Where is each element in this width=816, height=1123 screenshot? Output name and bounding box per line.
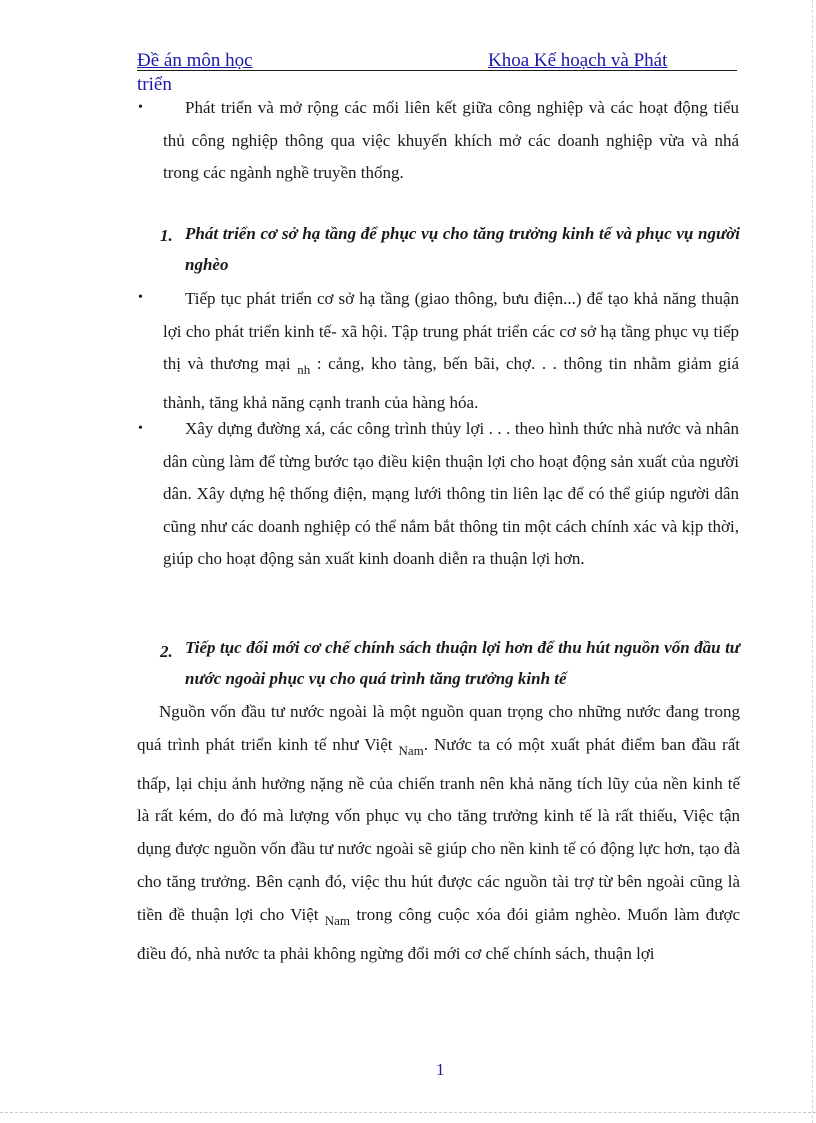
page-edge-bottom [0, 1112, 816, 1113]
section-1-number: 1. [160, 226, 173, 245]
bullet-3-text: Xây dựng đường xá, các công trình thủy lợi . . . theo hình thức nhà nước và nhân dân cùng làm để từng bước tạo điều kiện thuận lợi cho hoạt động sản xuất của người dân. Xây dựng hệ thống điện, mạng lưới thông tin liên lạc để có thể giúp người dân cũng như các doanh nghiệp có thể nắm bắt thông tin một cách chính xác và kịp thời, giúp cho hoạt động sản xuất kinh doanh diễn ra thuận lợi hơn. [163, 419, 739, 568]
section-1-title: Phát triển cơ sở hạ tầng để phục vụ cho tăng trưởng kinh tế và phục vụ người nghèo [185, 224, 740, 274]
header-rule [137, 70, 737, 71]
body-text-1: Nguồn vốn đầu tư nước ngoài là một nguồn quan trọng cho những nước đang trong quá trình phát triển kinh tế như Việt [137, 702, 740, 754]
body-paragraph [137, 696, 740, 970]
body-text-3: trong công cuộc xóa đói giảm nghèo. Muốn làm được điều đó, nhà nước ta phải không ngừng đổi mới cơ chế chính sách, thuận lợi [137, 904, 741, 963]
bullet-2-subscript: nh [297, 362, 311, 377]
bullet-2-icon: • [138, 290, 143, 305]
section-2-number: 2. [160, 642, 173, 661]
bullet-1-text: Phát triển và mở rộng các mối liên kết giữa công nghiệp và các hoạt động tiểu thủ công nghiệp thông qua việc khuyến khích mở các doanh nghiệp vừa và nhá trong các ngành nghề truyền thống. [163, 98, 739, 182]
header-right-title: Khoa Kế hoạch và Phát [488, 50, 668, 71]
bullet-paragraph-2 [163, 283, 739, 419]
body-subscript-1: Nam [398, 742, 424, 758]
page-number: 1 [436, 1060, 445, 1079]
header-wrapped-tail: triển [137, 74, 172, 95]
bullet-paragraph-3 [163, 413, 739, 576]
header-left-title: Đề án môn học [137, 50, 253, 71]
bullet-paragraph-1 [163, 92, 739, 190]
bullet-3-icon: • [138, 421, 143, 436]
bullet-2-text-a: Tiếp tục phát triển cơ sở hạ tầng (giao thông, bưu điện...) để tạo khả năng thuận lợi cho phát triển kinh tế- xã hội. Tập trung phát triển các cơ sở hạ tầng phục vụ tiếp thị và thương mại [163, 289, 739, 373]
bullet-2-text-b: : cảng, kho tàng, bến bãi, chợ. . . thông tin nhằm giảm giá thành, tăng khả năng cạnh tranh của hàng hóa. [163, 354, 740, 412]
page-edge-right [812, 0, 813, 1123]
body-subscript-2: Nam [324, 912, 351, 928]
body-text-2: . Nước ta có một xuất phát điểm ban đầu rất thấp, lại chịu ảnh hưởng nặng nề của chiến tranh nên khả năng tích lũy của nền kinh tế là rất kém, do đó mà lượng vốn phục vụ cho tăng trưởng kinh tế là rất thiếu, Việc tận dụng được nguồn vốn đầu tư nước ngoài sẽ giúp cho nền kinh tế có động lực hơn, tạo đà cho tăng trưởng. Bên cạnh đó, việc thu hút được các nguồn tài trợ từ bên ngoài cũng là tiền đề thuận lợi cho Việt [137, 734, 740, 924]
page-header [137, 50, 737, 94]
bullet-1-icon: • [138, 100, 143, 115]
section-2-title: Tiếp tục đổi mới cơ chế chính sách thuận lợi hơn để thu hút nguồn vốn đầu tư nước ngoài phục vụ cho quá trình tăng trưởng kinh tế [185, 638, 740, 688]
